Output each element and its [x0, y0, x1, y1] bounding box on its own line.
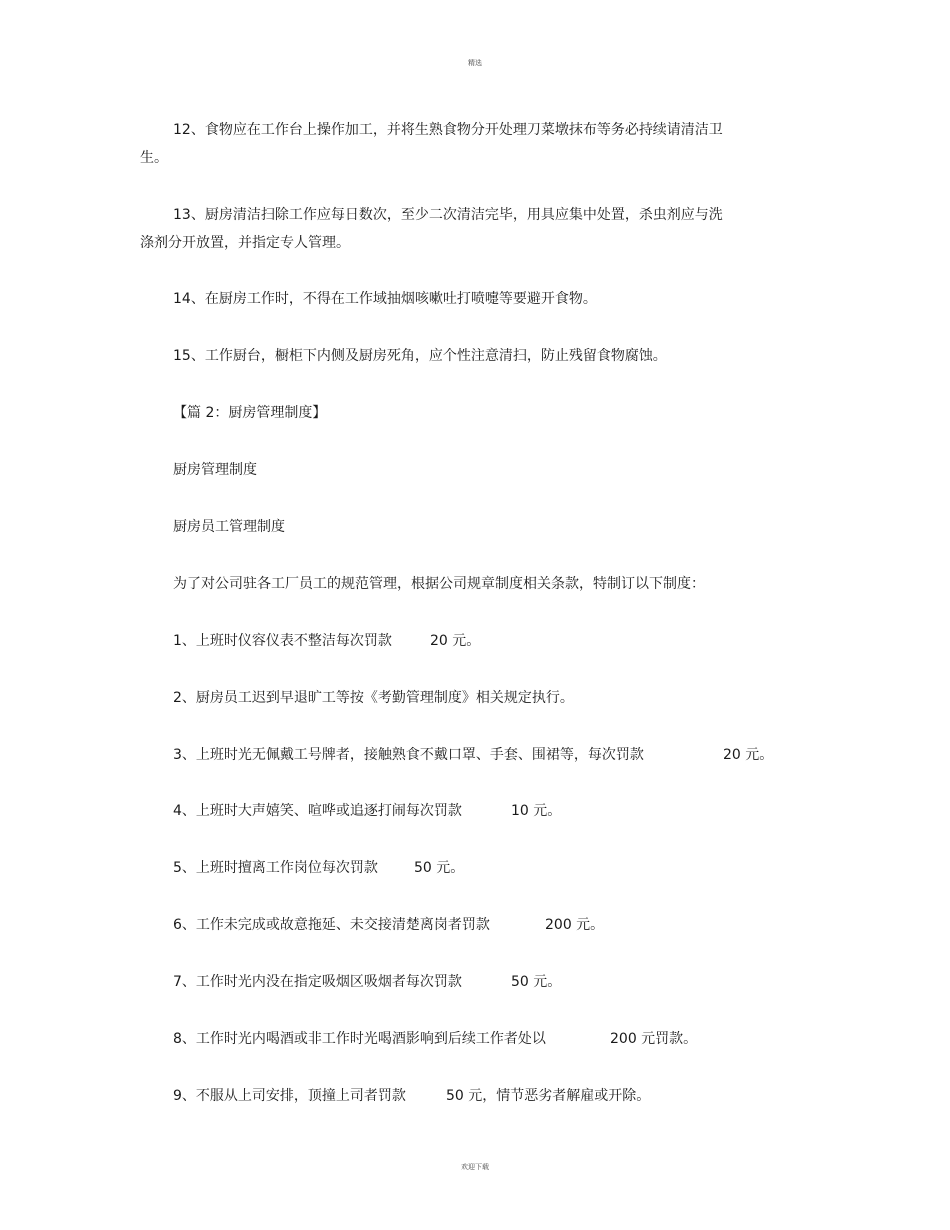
intro-paragraph: 为了对公司驻各工厂员工的规范管理，根据公司规章制度相关条款，特制订以下制度： [173, 576, 705, 592]
rule-7-amount: 50 元。 [511, 974, 562, 990]
rule-9-amount: 50 元，情节恶劣者解雇或开除。 [446, 1088, 651, 1104]
rule-5-text: 5、上班时擅离工作岗位每次罚款 [173, 860, 378, 876]
rule-5-amount: 50 元。 [414, 860, 465, 876]
section-title: 【篇 2：厨房管理制度】 [173, 405, 327, 421]
rule-6-text: 6、工作未完成或故意拖延、未交接清楚离岗者罚款 [173, 917, 490, 933]
paragraph-12-line-2: 生。 [140, 150, 168, 166]
rule-4-amount: 10 元。 [511, 803, 562, 819]
rule-6-amount: 200 元。 [545, 917, 605, 933]
page-footer: 欢迎下载 [461, 1163, 489, 1171]
document-subtitle: 厨房员工管理制度 [173, 519, 285, 535]
paragraph-13-line-2: 涤剂分开放置，并指定专人管理。 [140, 235, 350, 251]
rule-3-amount: 20 元。 [723, 747, 774, 763]
rule-4-text: 4、上班时大声嬉笑、喧哗或追逐打闹每次罚款 [173, 803, 462, 819]
paragraph-12-line-1: 12、食物应在工作台上操作加工，并将生熟食物分开处理刀菜墩抹布等务必持续请清洁卫 [173, 122, 723, 138]
rule-1-amount: 20 元。 [430, 633, 481, 649]
rule-7-text: 7、工作时光内没在指定吸烟区吸烟者每次罚款 [173, 974, 462, 990]
paragraph-15: 15、工作厨台，橱柜下内侧及厨房死角，应个性注意清扫，防止残留食物腐蚀。 [173, 348, 667, 364]
document-title: 厨房管理制度 [173, 462, 257, 478]
rule-9-text: 9、不服从上司安排，顶撞上司者罚款 [173, 1088, 406, 1104]
rule-8-text: 8、工作时光内喝酒或非工作时光喝酒影响到后续工作者处以 [173, 1031, 546, 1047]
paragraph-13-line-1: 13、厨房清洁扫除工作应每日数次，至少二次清洁完毕，用具应集中处置，杀虫剂应与洗 [173, 207, 723, 223]
rule-8-amount: 200 元罚款。 [610, 1031, 698, 1047]
page-header: 精选 [468, 59, 482, 67]
rule-3-text: 3、上班时光无佩戴工号牌者，接触熟食不戴口罩、手套、围裙等，每次罚款 [173, 747, 644, 763]
rule-2-text: 2、厨房员工迟到早退旷工等按《考勤管理制度》相关规定执行。 [173, 690, 574, 706]
paragraph-14: 14、在厨房工作时，不得在工作域抽烟咳嗽吐打喷嚏等要避开食物。 [173, 291, 597, 307]
rule-1-text: 1、上班时仪容仪表不整洁每次罚款 [173, 633, 392, 649]
